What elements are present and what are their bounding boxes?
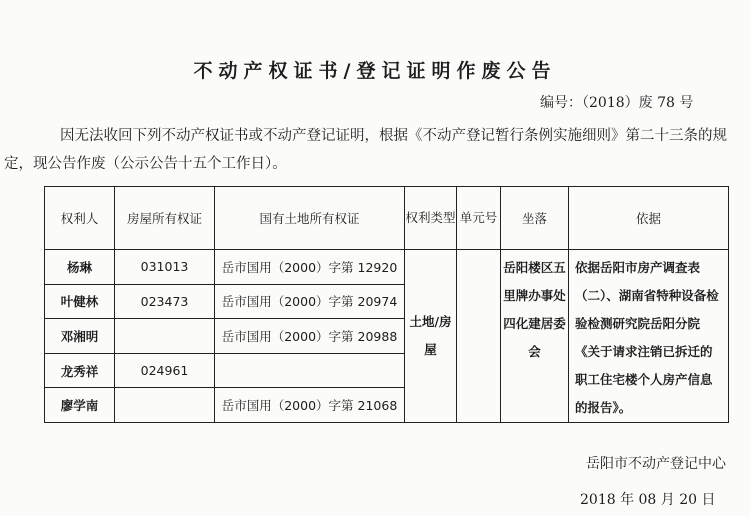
cell-land-cert: 岳市国用（2000）字第 20974 bbox=[215, 284, 405, 319]
header-location: 坐落 bbox=[501, 187, 569, 250]
issue-date: 2018 年 08 月 20 日 bbox=[580, 492, 716, 508]
cell-basis: 依据岳阳市房产调查表（二）、湖南省特种设备检验检测研究院岳阳分院《关于请求注销已拆迁的职工住宅楼个人房产信息的报告》。 bbox=[569, 250, 729, 423]
cell-land-cert: 岳市国用（2000）字第 20988 bbox=[215, 319, 405, 354]
cell-house-cert bbox=[115, 319, 215, 354]
cell-land-cert: 岳市国用（2000）字第 21068 bbox=[215, 388, 405, 423]
cell-house-cert bbox=[115, 388, 215, 423]
page-title: 不动产权证书/登记证明作废公告 bbox=[193, 60, 557, 82]
header-basis: 依据 bbox=[569, 187, 729, 250]
intro-line-1: 因无法收回下列不动产权证书或不动产登记证明，根据《不动产登记暂行条例实施细则》第二十三条的规 bbox=[60, 128, 727, 144]
cell-holder: 杨琳 bbox=[45, 250, 115, 285]
table-row bbox=[45, 250, 729, 285]
cell-house-cert: 023473 bbox=[115, 284, 215, 319]
cell-location: 岳阳楼区五里牌办事处四化建居委会 bbox=[501, 250, 569, 423]
cell-house-cert: 024961 bbox=[115, 353, 215, 388]
header-house-cert: 房屋所有权证 bbox=[115, 187, 215, 250]
cell-house-cert: 031013 bbox=[115, 250, 215, 285]
header-holder: 权利人 bbox=[45, 187, 115, 250]
issuing-organization: 岳阳市不动产登记中心 bbox=[586, 456, 726, 472]
header-right-type: 权利类型 bbox=[405, 187, 457, 250]
cell-holder: 廖学南 bbox=[45, 388, 115, 423]
cell-holder: 龙秀祥 bbox=[45, 353, 115, 388]
cell-unit-no bbox=[457, 250, 501, 423]
cell-land-cert: 岳市国用（2000）字第 12920 bbox=[215, 250, 405, 285]
table-header-row bbox=[45, 187, 729, 250]
header-land-cert: 国有土地所有权证 bbox=[215, 187, 405, 250]
cell-holder: 叶健林 bbox=[45, 284, 115, 319]
cell-holder: 邓湘明 bbox=[45, 319, 115, 354]
cell-right-type: 土地/房屋 bbox=[405, 250, 457, 423]
document-number: 编号：（2018）废 78 号 bbox=[540, 95, 694, 111]
notice-table bbox=[44, 186, 729, 423]
header-unit-no: 单元号 bbox=[457, 187, 501, 250]
intro-line-2: 定，现公告作废（公示公告十五个工作日）。 bbox=[4, 156, 287, 172]
intro-paragraph bbox=[4, 122, 732, 178]
cell-land-cert bbox=[215, 353, 405, 388]
